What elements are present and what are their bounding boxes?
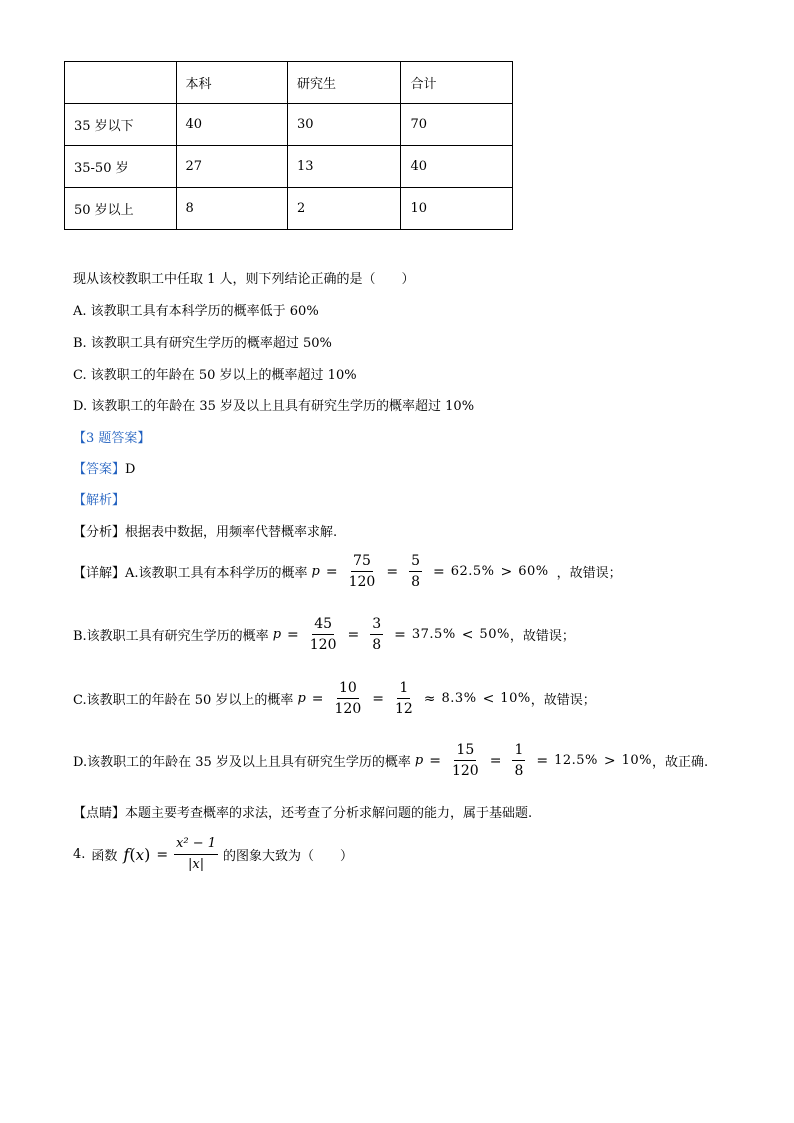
analysis-label: 【解析】 xyxy=(73,493,126,508)
result-value: 62.5% xyxy=(450,564,495,579)
numerator: 5 xyxy=(409,553,422,572)
close-paren: ) xyxy=(144,845,151,864)
fraction xyxy=(409,553,422,590)
detail-a-prefix: 【详解】A.该教职工具有本科学历的概率 xyxy=(73,566,308,581)
equals-sign: = xyxy=(287,626,299,643)
threshold-value: 10% xyxy=(500,691,531,706)
detail-c-prefix: C.该教职工的年龄在 50 岁以上的概率 xyxy=(73,693,294,708)
numerator: x² − 1 xyxy=(174,836,218,855)
threshold-value: 10% xyxy=(621,753,653,768)
option-a: A. 该教职工具有本科学历的概率低于 60% xyxy=(73,304,319,319)
comparison-sign: > xyxy=(603,752,616,769)
table-cell: 2 xyxy=(288,188,401,230)
numerator: 1 xyxy=(397,680,410,699)
detail-b-prefix: B.该教职工具有研究生学历的概率 xyxy=(73,629,269,644)
detail-a xyxy=(73,553,622,590)
detail-d-prefix: D.该教职工的年龄在 35 岁及以上且具有研究生学历的概率 xyxy=(73,755,411,770)
question-4 xyxy=(73,836,353,873)
table-cell: 30 xyxy=(288,104,401,146)
verdict: ，故正确. xyxy=(652,755,709,770)
fraction xyxy=(370,616,383,653)
numerator: 15 xyxy=(454,742,476,761)
result-value: 37.5% xyxy=(411,627,456,642)
denominator: 120 xyxy=(348,574,376,590)
analysis-fenxi: 【分析】根据表中数据，用频率代替概率求解. xyxy=(73,525,338,540)
comparison-sign: < xyxy=(482,690,495,707)
function-variable: x xyxy=(135,845,145,864)
table-cell: 35-50 岁 xyxy=(65,146,177,188)
fraction xyxy=(512,742,525,779)
detail-d xyxy=(73,742,708,779)
table-cell: 10 xyxy=(401,188,513,230)
equals-sign: = xyxy=(156,846,169,863)
variable-p: p xyxy=(297,691,306,706)
analysis-dianjing: 【点睛】本题主要考查概率的求法，还考查了分析求解问题的能力，属于基础题. xyxy=(73,806,533,821)
question-4-prefix: 函数 xyxy=(91,849,118,864)
equals-sign: = xyxy=(325,563,338,580)
equals-sign: = xyxy=(394,626,406,643)
fraction xyxy=(395,680,413,717)
option-d: D. 该教职工的年龄在 35 岁及以上且具有研究生学历的概率超过 10% xyxy=(73,399,475,414)
equals-sign: = xyxy=(311,690,324,707)
numerator: 75 xyxy=(351,553,373,572)
variable-p: p xyxy=(414,753,424,768)
verdict: ，故错误； xyxy=(509,629,575,644)
table-cell: 40 xyxy=(401,146,513,188)
comparison-sign: < xyxy=(461,626,474,643)
question-stem: 现从该校教职工中任取 1 人，则下列结论正确的是（ ） xyxy=(73,272,415,287)
fraction xyxy=(174,836,218,873)
numerator: 1 xyxy=(512,742,525,761)
denominator: 8 xyxy=(372,637,382,653)
table-cell: 本科 xyxy=(176,62,287,104)
fraction xyxy=(349,553,376,590)
denominator: 120 xyxy=(451,763,479,779)
open-paren: ( xyxy=(129,845,136,864)
table-cell xyxy=(65,62,177,104)
table-cell: 合计 xyxy=(401,62,513,104)
answer-tag: 【答案】 xyxy=(73,462,126,477)
function-name: f xyxy=(123,845,130,864)
option-c: C. 该教职工的年龄在 50 岁以上的概率超过 10% xyxy=(73,368,357,383)
denominator: 120 xyxy=(334,701,362,717)
comparison-sign: > xyxy=(500,563,513,580)
equals-sign: = xyxy=(347,626,360,643)
numerator: 10 xyxy=(337,680,359,699)
table-cell: 27 xyxy=(176,146,287,188)
numerator: 3 xyxy=(370,616,383,635)
denominator: 8 xyxy=(411,574,420,590)
variable-p: p xyxy=(311,564,320,579)
fraction xyxy=(452,742,479,779)
question-number: 4. xyxy=(73,847,86,862)
threshold-value: 50% xyxy=(479,627,510,642)
result-value: 12.5% xyxy=(554,753,598,768)
equals-sign: = xyxy=(536,752,549,769)
threshold-value: 60% xyxy=(518,564,549,579)
denominator: 120 xyxy=(309,637,337,653)
table-row xyxy=(65,188,513,230)
numerator: 45 xyxy=(312,616,334,635)
denominator: |x| xyxy=(187,857,205,872)
equals-sign: = xyxy=(372,690,384,707)
verdict: ，故错误； xyxy=(556,566,622,581)
verdict: ，故错误； xyxy=(530,693,596,708)
equals-sign: = xyxy=(489,752,502,769)
table-row xyxy=(65,146,513,188)
statistics-table xyxy=(64,61,513,230)
result-value: 8.3% xyxy=(441,691,477,706)
answer-section-label: 【3 题答案】 xyxy=(73,431,151,446)
table-row xyxy=(65,104,513,146)
denominator: 8 xyxy=(514,763,524,779)
table-cell: 50 岁以上 xyxy=(65,188,177,230)
table-cell: 8 xyxy=(176,188,287,230)
table-cell: 35 岁以下 xyxy=(65,104,177,146)
answer-line xyxy=(73,458,135,477)
equals-sign: = xyxy=(386,563,399,580)
table-cell: 40 xyxy=(176,104,287,146)
approx-sign: ≈ xyxy=(423,690,436,707)
table-cell: 研究生 xyxy=(288,62,401,104)
fraction xyxy=(310,616,337,653)
equals-sign: = xyxy=(432,563,445,580)
option-b: B. 该教职工具有研究生学历的概率超过 50% xyxy=(73,336,332,351)
fraction xyxy=(335,680,362,717)
table-header-row xyxy=(65,62,513,104)
table-cell: 13 xyxy=(288,146,401,188)
variable-p: p xyxy=(272,627,282,642)
detail-c xyxy=(73,680,596,717)
equals-sign: = xyxy=(429,752,441,769)
denominator: 12 xyxy=(394,701,413,717)
question-4-suffix: 的图象大致为（ ） xyxy=(223,849,354,864)
answer-value: D xyxy=(125,462,136,477)
detail-b xyxy=(73,616,575,653)
table-cell: 70 xyxy=(401,104,513,146)
